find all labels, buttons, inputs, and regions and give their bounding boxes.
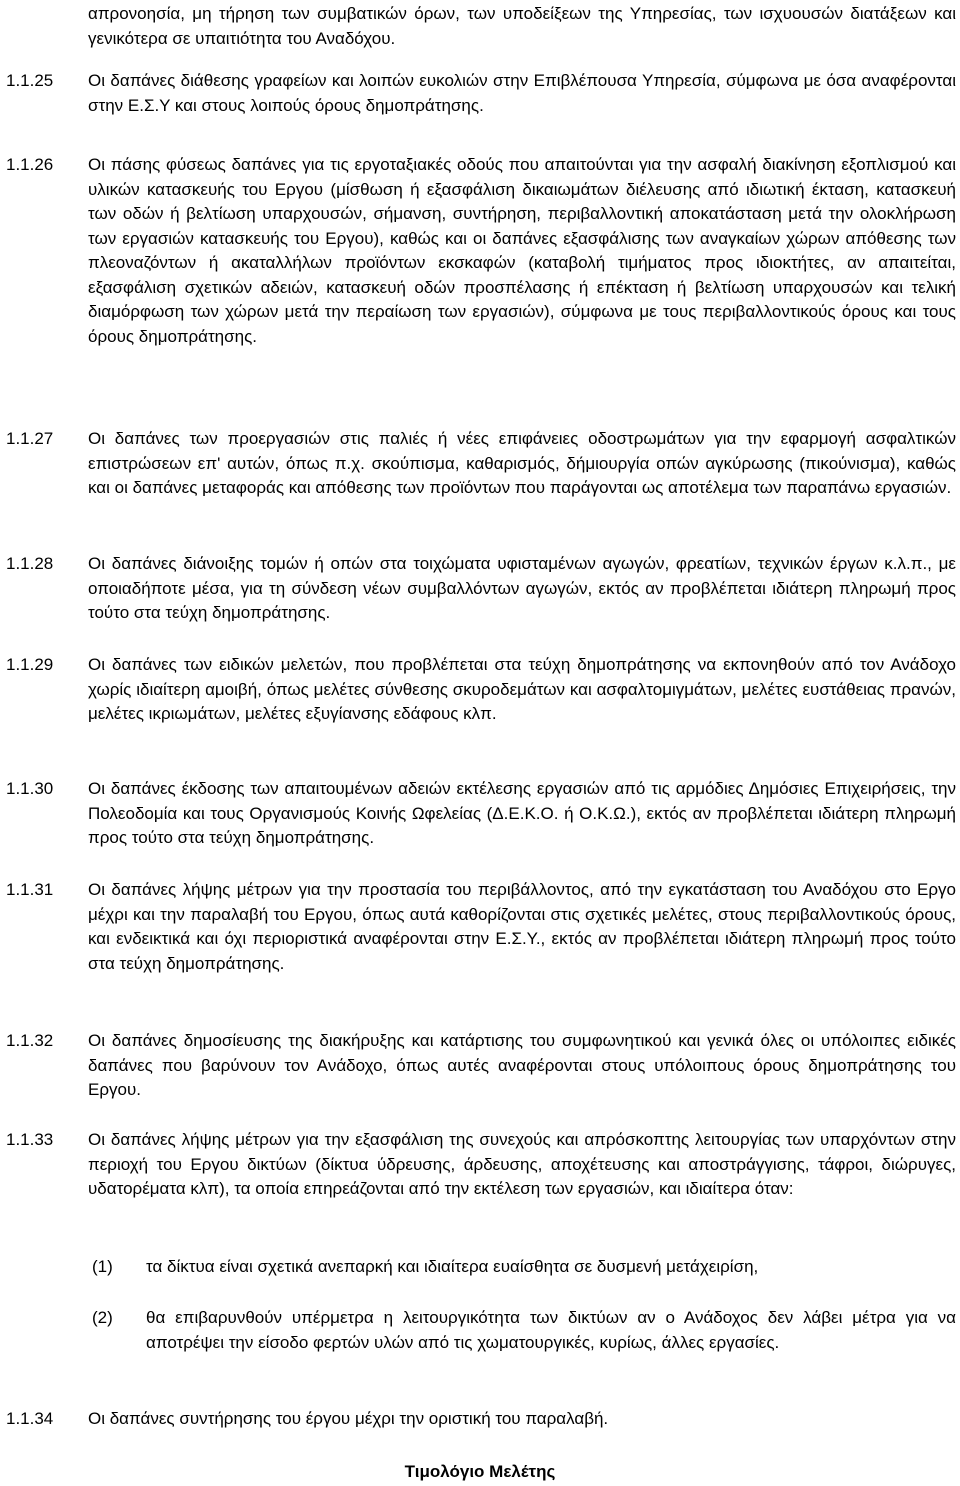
section-number: 1.1.33: [6, 1130, 54, 1149]
section-number: 1.1.34: [6, 1409, 54, 1428]
section-text: Οι δαπάνες συντήρησης του έργου μέχρι την οριστική του παραλαβή.: [88, 1409, 609, 1428]
section-number: 1.1.25: [6, 71, 54, 90]
section-number: 1.1.31: [6, 880, 54, 899]
section-number: 1.1.26: [6, 155, 54, 174]
section-text: Οι δαπάνες διάθεσης γραφείων και λοιπών ευκολιών στην Επιβλέπουσα Υπηρεσία, σύμφωνα με όσα αναφέρονται στην Ε.Σ.Υ και στους λοιπούς όρους δημοπράτησης.: [88, 71, 956, 115]
sub-item-text: θα επιβαρυνθούν υπέρμετρα η λειτουργικότητα των δικτύων αν ο Ανάδοχος δεν λάβει μέτρα για να αποτρέψει την είσοδο φερτών υλών από τις χωματουργικές, κυρίως, άλλες εργασίες.: [146, 1308, 956, 1352]
section-text: Οι δαπάνες των προεργασιών στις παλιές ή νέες επιφάνειες οδοστρωμάτων για την εφαρμογή ασφαλτικών επιστρώσεων επ' αυτών, όπως π.χ. σκούπισμα, καθαρισμός, δήμιουργία οπών αγκύρωσης (πικούνισμα), καθώς και οι δαπάνες μεταφοράς και απόθεσης των προϊόντων που παράγονται ως αποτέλεμα των παραπάνω εργασιών.: [88, 429, 956, 497]
section-text: Οι δαπάνες δημοσίευσης της διακήρυξης και κατάρτισης του συμφωνητικού και γενικά όλες οι υπόλοιπες ειδικές δαπάνες που βαρύνουν τον Ανάδοχο, όπως αυτές αναφέρονται στους υπόλοιπους όρους δημοπράτησης του Εργου.: [88, 1031, 956, 1099]
page-footer: Τιμολόγιο Μελέτης: [404, 1462, 556, 1481]
section-number: 1.1.29: [6, 655, 54, 674]
sub-item-text: τα δίκτυα είναι σχετικά ανεπαρκή και ιδιαίτερα ευαίσθητα σε δυσμενή μετάχειρίση,: [146, 1257, 759, 1276]
section-text: Οι δαπάνες λήψης μέτρων για την εξασφάλιση της συνεχούς και απρόσκοπτης λειτουργίας των υπαρχόντων στην περιοχή του Εργου δικτύων (δίκτυα ύδρευσης, άρδευσης, αποχέτευσης και αποστράγγισης, τάφροι, διώρυγες, υδατορέματα κλπ), τα οποία επηρεάζονται από την εκτέλεση των εργασιών, και ιδιαίτερα όταν:: [88, 1130, 956, 1198]
section-text: Οι δαπάνες των ειδικών μελετών, που προβλέπεται στα τεύχη δημοπράτησης να εκπονηθούν από τον Ανάδοχο χωρίς ιδιαίτερη αμοιβή, όπως μελέτες σύνθεσης σκυροδεμάτων και ασφαλτομιγμάτων, μελέτες ευστάθειας πρανών, μελέτες ικριωμάτων, μελέτες εξυγίανσης εδάφους κλπ.: [88, 655, 956, 723]
sub-item-number: (2): [92, 1308, 113, 1327]
section-text: Οι δαπάνες έκδοσης των απαιτουμένων αδειών εκτέλεσης εργασιών από τις αρμόδιες Δημόσιες Επιχειρήσεις, την Πολεοδομία και τους Οργανισμούς Κοινής Ωφελείας (Δ.Ε.Κ.Ο. ή Ο.Κ.Ω.), εκτός αν προβλέπεται ιδιάτερη πληρωμή προς τούτο στα τεύχη δημοπράτησης.: [88, 779, 956, 847]
sub-item-number: (1): [92, 1257, 113, 1276]
intro-text: απρονοησία, μη τήρηση των συμβατικών όρων, των υποδείξεων της Υπηρεσίας, των ισχυουσών διατάξεων και γενικότερα σε υπαιτιότητα του Αναδόχου.: [88, 4, 956, 48]
section-number: 1.1.28: [6, 554, 54, 573]
section-text: Οι πάσης φύσεως δαπάνες για τις εργοταξιακές οδούς που απαιτούνται για την ασφαλή διακίνηση εξοπλισμού και υλικών κατασκευής του Εργου (μίσθωση ή εξασφάλιση δικαιωμάτων διέλευσης από ιδιωτική έκταση, κατασκευή των οδών ή βελτίωση υπαρχουσών, σήμανση, συντήρηση, περιβαλλοντική αποκατάσταση μετά την ολοκλήρωση των εργασιών κατασκευής του Εργου), καθώς και οι δαπάνες εξασφάλισης των αναγκαίων χώρων απόθεσης των πλεοναζόντων ή ακαταλλήλων προϊόντων εκσκαφών (καταβολή τιμήματος προς ιδιοκτήτες, αν απαιτείται, εξασφάλιση σχετικών αδειών, κατασκευή οδών προσπέλασης ή επέκταση ή βελτίωση υπαρχουσών και τελική διαμόρφωση των χώρων μετά την περαίωση των εργασιών), σύμφωνα με τους περιβαλλοντικούς όρους και τους όρους δημοπράτησης.: [88, 155, 956, 346]
section-text: Οι δαπάνες διάνοιξης τομών ή οπών στα τοιχώματα υφισταμένων αγωγών, φρεατίων, τεχνικών έργων κ.λ.π., με οποιαδήποτε μέσα, για τη σύνδεση νέων συμβαλλόντων αγωγών, εκτός αν προβλέπεται ιδιάτερη πληρωμή προς τούτο στα τεύχη δημοπράτησης.: [88, 554, 956, 622]
section-number: 1.1.30: [6, 779, 54, 798]
section-number: 1.1.27: [6, 429, 54, 448]
section-text: Οι δαπάνες λήψης μέτρων για την προστασία του περιβάλλοντος, από την εγκατάσταση του Αναδόχου στο Εργο μέχρι και την παραλαβή του Εργου, όπως αυτά καθορίζονται στις σχετικές μελέτες, στους περιβαλλοντικούς όρους, και ενδεικτικά και όχι περιοριστικά αναφέρονται στην Ε.Σ.Υ., εκτός αν προβλέπεται ιδιάτερη πληρωμή προς τούτο στα τεύχη δημοπράτησης.: [88, 880, 956, 973]
section-number: 1.1.32: [6, 1031, 54, 1050]
